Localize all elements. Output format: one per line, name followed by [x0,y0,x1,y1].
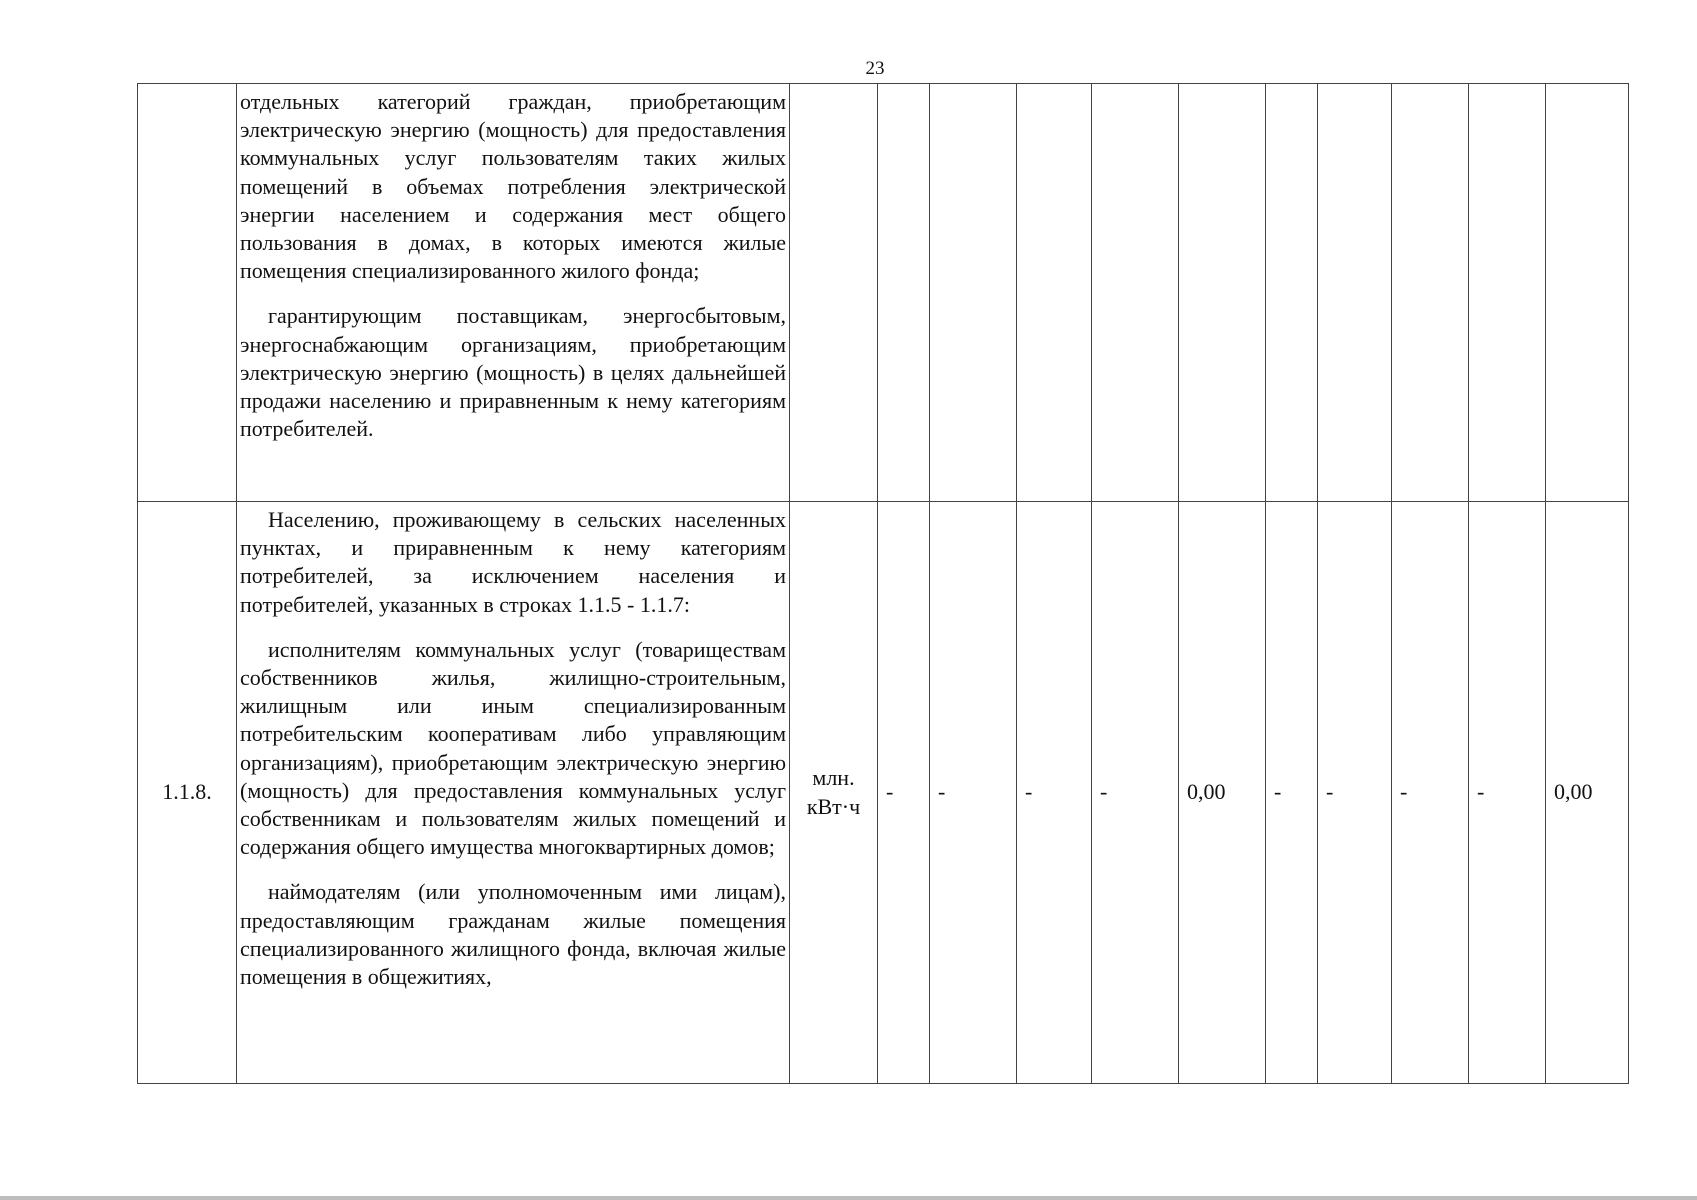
description-cell [237,84,790,502]
page-number: 23 [865,58,885,79]
unit-cell [790,84,878,502]
value-cell [1469,84,1546,502]
description-paragraph: отдельных категорий граждан, приобретающим электрическую энергию (мощность) для предоставления коммунальных услуг пользователям таких жилых помещений в объемах потребления электрической энергии населением и содержания мест общего пользования в домах, в которых имеются жилые помещения специализированного жилого фонда; [240,89,786,284]
value-cell [1017,84,1092,502]
unit-cell: млн. кВт·ч [790,502,878,1084]
description-paragraph: гарантирующим поставщикам, энергосбытовым, энергоснабжающим организациям, приобретающим электрическую энергию (мощность) в целях дальнейшей продажи населению и приравненным к нему категориям потребителей. [240,303,786,442]
value-cell [1179,84,1266,502]
value-cell: - [1469,502,1546,1084]
value-cell: 0,00 [1179,502,1266,1084]
value-cell [1546,84,1629,502]
scan-bottom-edge [0,1196,1697,1200]
value-cell: - [1392,502,1469,1084]
value-cell [1318,84,1392,502]
value-cell: - [1092,502,1179,1084]
value-cell: - [1266,502,1318,1084]
description-cell [237,502,790,1084]
value-cell [878,84,930,502]
description-paragraph: Населению, проживающему в сельских населенных пунктах, и приравненным к нему категориям потребителей, за исключением населения и потребителей, указанных в строках 1.1.5 - 1.1.7: [240,507,786,617]
value-cell [1392,84,1469,502]
value-cell [930,84,1017,502]
value-cell: - [1017,502,1092,1084]
value-cell [1092,84,1179,502]
tariff-table [137,83,1629,1084]
description-paragraph: исполнителям коммунальных услуг (товариществам собственников жилья, жилищно-строительным, жилищным или иным специализированным потребительским кооперативам либо управляющим организациям), приобретающим электрическую энергию (мощность) для предоставления коммунальных услуг собственникам и пользователям жилых помещений и содержания общего имущества многоквартирных домов; [240,636,786,860]
description-paragraph: наймодателям (или уполномоченным ими лицам), предоставляющим гражданам жилые помещения специализированного жилищного фонда, включая жилые помещения в общежитиях, [240,879,786,990]
value-cell: - [878,502,930,1084]
value-cell: - [1318,502,1392,1084]
value-cell: 0,00 [1546,502,1629,1084]
value-cell [1266,84,1318,502]
value-cell: - [930,502,1017,1084]
table-row [138,84,1629,502]
row-number-cell: 1.1.8. [138,502,237,1084]
table-row [138,502,1629,1084]
row-number-cell [138,84,237,502]
